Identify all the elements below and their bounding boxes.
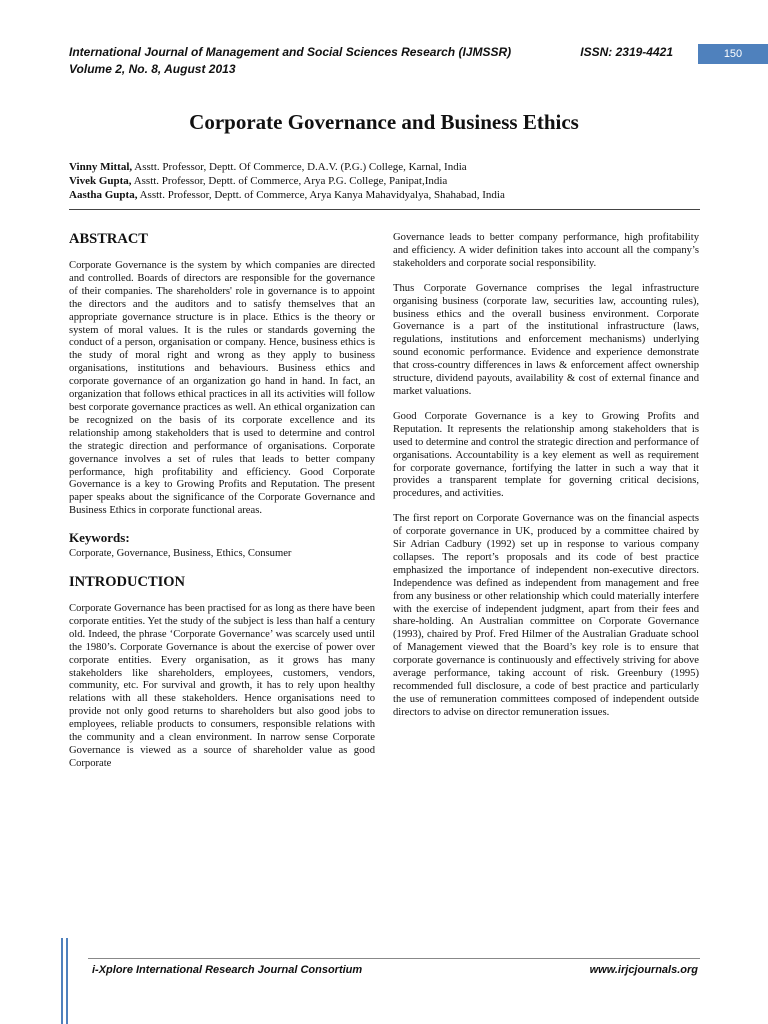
body-paragraph: The first report on Corporate Governance was on the financial aspects of corporate governance in UK, produced by a committee chaired by Sir Adrian Cadbury (1992) set up in response to various company collapses. The report’s proposals and its code of best practice emphasized the importance of independent non-executive directors. Independence was defined as independent from management and free from any business or other relationship which could materially interfere with the exercise of independent judgment, apart from their fees and share-holding. An Australian committee on Corporate Governance (1993), chaired by Prof. Fred Hilmer of the Australian Graduate school of Management viewed that the Board’s key role is to ensure that corporate governance is continuously and effectively striving for above average performance, taking account of risk. Greenbury (1995) recommended full disclosure, a code of best practice and particularly the use of remuneration committees composed of independent outside directors to advise on director remuneration issues. [393,513,699,718]
left-column [69,230,375,783]
introduction-text: Corporate Governance has been practised for as long as there have been corporate entities. Yet the study of the subject is less than half a century old. Indeed, the phrase ‘Corporate Governance’ was scarcely used until the 1980’s. Corporate Governance is about the exercise of power over corporate entities. Every organisation, as it grows has many stakeholders like shareholders, employees, customers, vendors, community, etc. For survival and growth, it has to rely upon healthy relations with all these stakeholders. Hence organisations need to provide not only good returns to shareholders but also good jobs to employees, reliable products to consumers, responsible relations with the community and a clean environment. In narrow sense Corporate Governance is viewed as a source of shareholder value as good Corporate [69,603,375,769]
body-paragraph: Governance leads to better company performance, high profitability and efficiency. A wider definition takes into account all the company’s stakeholders and corporate social responsibility. [393,232,699,269]
author-line [69,160,709,174]
abstract-heading: ABSTRACT [69,231,148,247]
journal-name: International Journal of Management and Social Sciences Research (IJMSSR) [69,45,512,59]
author-list [69,160,709,202]
footer-divider [88,958,700,959]
journal-url: www.irjcjournals.org [589,964,698,976]
consortium-name: i-Xplore International Research Journal Consortium [92,964,363,976]
keywords-text: Corporate, Governance, Business, Ethics, Consumer [69,548,292,560]
keywords-heading: Keywords: [69,530,130,546]
volume-info: Volume 2, No. 8, August 2013 [69,62,236,76]
right-column [393,232,699,732]
abstract-text: Corporate Governance is the system by which companies are directed and controlled. Boards of directors are responsible for the governance of their companies. The shareholders' role in governance is to appoint the directors and the auditors and to satisfy themselves that an appropriate governance structure is in place. Ethics is the theory or system of moral values. It is the rules or standards governing the conduct of a person, organisation or company. Hence, business ethics is the study of moral right and wrong as they apply to business organisations, institutions and behaviours. Business ethics and corporate governance of an organization go hand in hand. In fact, an organization that follows ethical practices in all its activities will follow best corporate governance practices as well. An ethical organization can be recognized on the basis of its corporate excellence and its relationship among stakeholders that is used to determine and control the strategic direction and performance of organisations. Corporate governance involves a set of rules that leads to better company performance, high profitability and efficiency. Good Corporate Governance is a key to Growing Profits and Reputation. The present paper speaks about the significance of the Corporate Governance and Business Ethics in corporate functional areas. [69,260,375,517]
author-line [69,188,709,202]
author-name: Vinny Mittal, [69,161,133,173]
author-name: Vivek Gupta, [69,175,132,187]
author-affiliation: Asstt. Professor, Deptt. of Commerce, Arya P.G. College, Panipat,India [131,175,448,187]
page-footer [92,964,698,976]
body-paragraph: Thus Corporate Governance comprises the legal infrastructure organising business (corporate law, securities law, accounting rules), business ethics and the overall business environment. Corporate Governance is a part of the institutional infrastructure (laws, regulations, institutions and enforcement mechanisms) underlying sound economic performance. Evidence and experience demonstrate that cross-country differences in laws & enforcement affect ownership structure, dividend payouts, availability & cost of external finance and market valuations. [393,282,699,397]
author-line [69,174,709,188]
header-divider [69,209,700,210]
author-affiliation: Asstt. Professor, Deptt. Of Commerce, D.A.V. (P.G.) College, Karnal, India [132,161,467,173]
author-name: Aastha Gupta, [69,189,138,201]
footer-accent-bar [61,938,63,1024]
footer-accent-bar [66,938,68,1024]
issn: ISSN: 2319-4421 [580,45,673,59]
paper-title: Corporate Governance and Business Ethics [189,110,579,134]
introduction-heading: INTRODUCTION [69,574,186,591]
running-header [69,44,709,78]
author-affiliation: Asstt. Professor, Deptt. of Commerce, Arya Kanya Mahavidyalya, Shahabad, India [137,189,505,201]
page-number-badge: 150 [698,44,768,64]
body-paragraph: Good Corporate Governance is a key to Growing Profits and Reputation. It represents the relationship among stakeholders that is used to determine and control the strategic direction and performance of organisations. Accountability is a key element as well as requirement for corporate governance, fortifying the latter in such a way that it provides a transparent template for governing critical decisions, procedures, and activities. [393,410,699,500]
